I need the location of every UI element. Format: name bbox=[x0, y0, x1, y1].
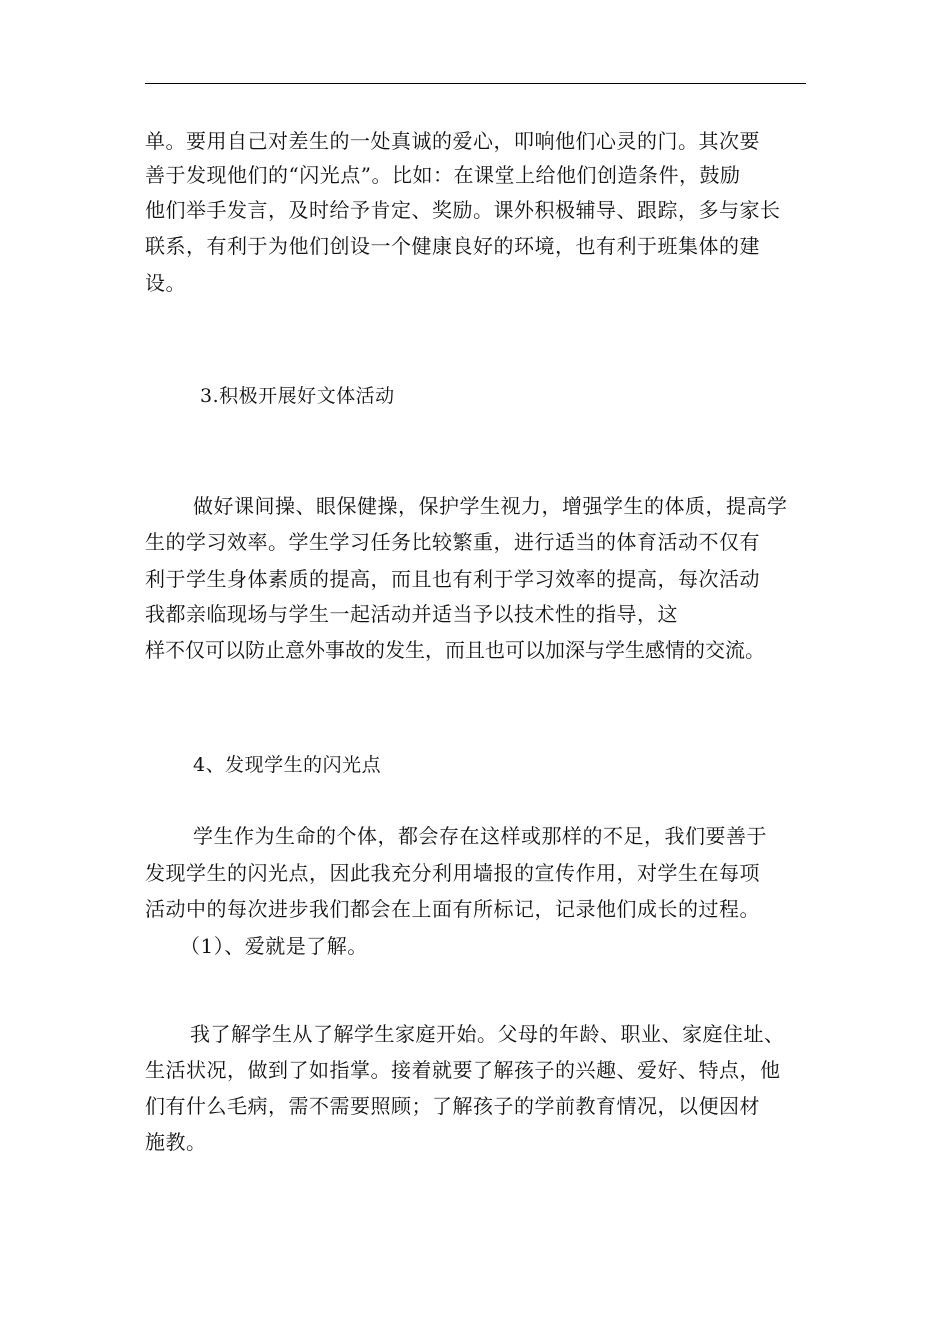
paragraph-2-line: 我都亲临现场与学生一起活动并适当予以技术性的指导，这 bbox=[145, 602, 678, 626]
section-heading-3: 3.积极开展好文体活动 bbox=[200, 385, 395, 407]
paragraph-3-line: 活动中的每次进步我们都会在上面有所标记，记录他们成长的过程。 bbox=[145, 897, 760, 921]
paragraph-4-line: 们有什么毛病，需不需要照顾；了解孩子的学前教育情况，以便因材 bbox=[145, 1094, 760, 1118]
section-heading-4: 4、发现学生的闪光点 bbox=[193, 754, 382, 776]
paragraph-1-line: 他们举手发言，及时给予肯定、奖励。课外积极辅导、跟踪，多与家长 bbox=[145, 198, 781, 222]
paragraph-4-line: 生活状况，做到了如指掌。接着就要了解孩子的兴趣、爱好、特点，他 bbox=[145, 1058, 781, 1082]
paragraph-3-line: 发现学生的闪光点，因此我充分利用墙报的宣传作用，对学生在每项 bbox=[145, 861, 760, 885]
header-rule bbox=[145, 83, 806, 84]
paragraph-1-line: 单。要用自己对差生的一处真诚的爱心，叩响他们心灵的门。其次要 bbox=[145, 129, 760, 153]
paragraph-2-line: 做好课间操、眼保健操，保护学生视力，增强学生的体质，提高学 bbox=[193, 494, 788, 518]
paragraph-4-line: 施教。 bbox=[145, 1130, 207, 1154]
paragraph-2-line: 生的学习效率。学生学习任务比较繁重，进行适当的体育活动不仅有 bbox=[145, 530, 760, 554]
paragraph-2-line: 利于学生身体素质的提高，而且也有利于学习效率的提高，每次活动 bbox=[145, 567, 760, 591]
paragraph-4-line: 我了解学生从了解学生家庭开始。父母的年龄、职业、家庭住址、 bbox=[190, 1022, 785, 1046]
paragraph-3-line: 学生作为生命的个体，都会存在这样或那样的不足，我们要善于 bbox=[193, 824, 767, 848]
sub-heading-1: （1）、爱就是了解。 bbox=[180, 934, 368, 958]
paragraph-1-line: 设。 bbox=[145, 271, 186, 295]
paragraph-1-line: 善于发现他们的“闪光点”。比如：在课堂上给他们创造条件，鼓励 bbox=[145, 163, 741, 187]
paragraph-2-line: 样不仅可以防止意外事故的发生，而且也可以加深与学生感情的交流。 bbox=[145, 638, 765, 662]
paragraph-1-line: 联系，有利于为他们创设一个健康良好的环境，也有利于班集体的建 bbox=[145, 234, 760, 258]
